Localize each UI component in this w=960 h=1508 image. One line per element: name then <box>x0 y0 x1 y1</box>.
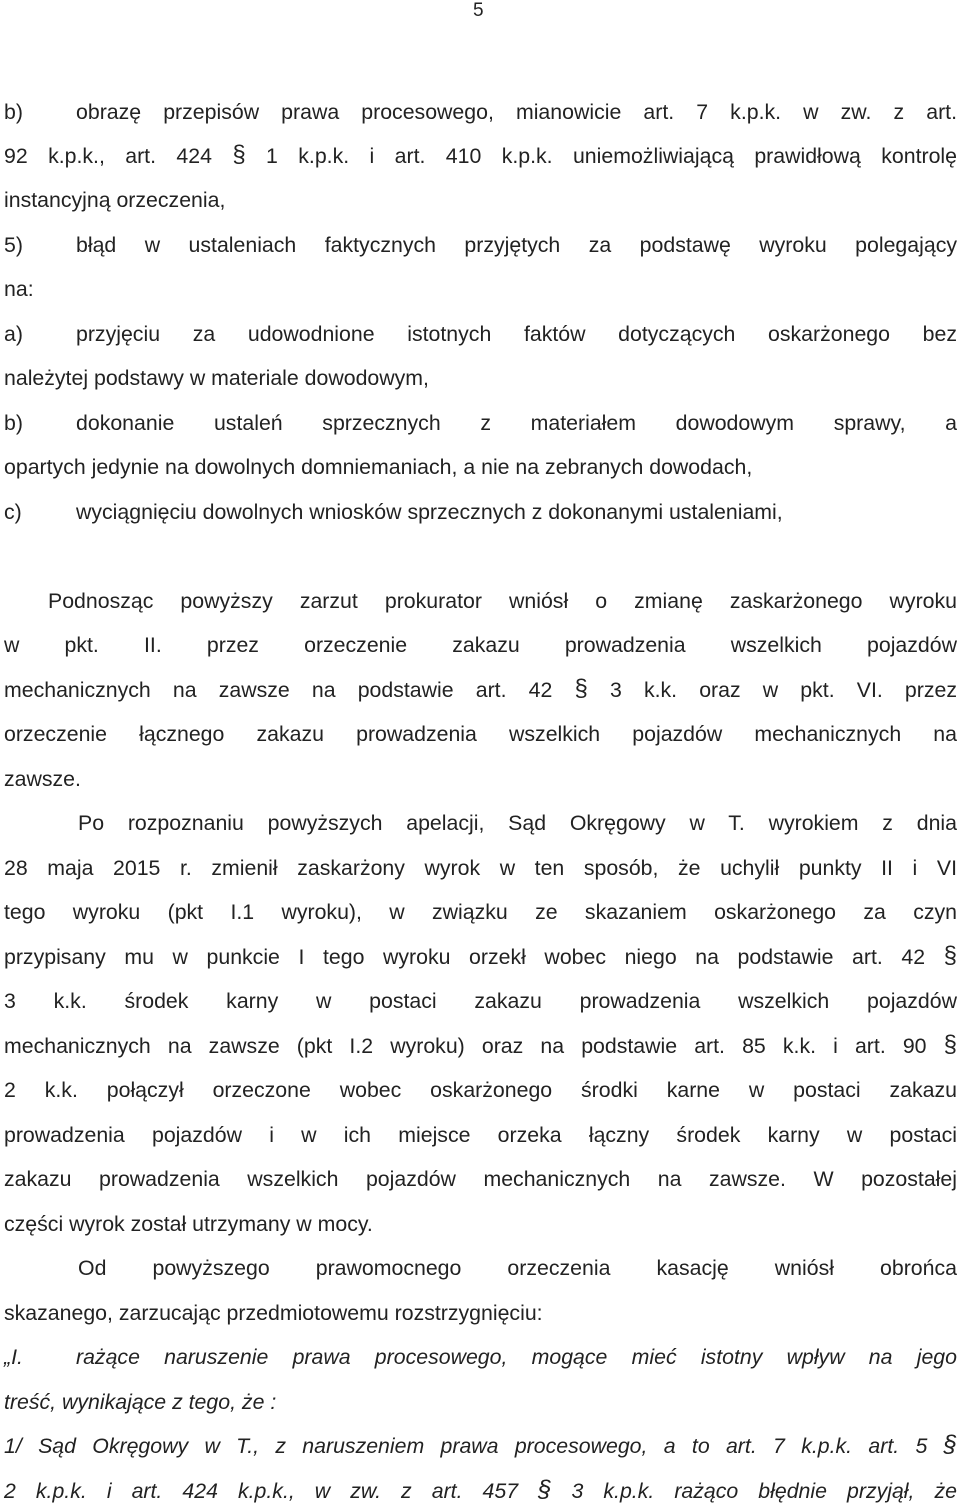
text-line: mechanicznych na zawsze (pkt I.2 wyroku) oraz na podstawie art. 85 k.k. i art. 90 § <box>4 1031 957 1058</box>
text-line: przypisany mu w punkcie I tego wyroku orzekł wobec niego na podstawie art. 42 § <box>4 942 957 969</box>
text-line: orzeczenie łącznego zakazu prowadzenia wszelkich pojazdów mechanicznych na <box>4 722 957 746</box>
text-line: Po rozpoznaniu powyższych apelacji, Sąd Okręgowy w T. wyrokiem z dnia <box>78 811 957 835</box>
text-line: 3 k.k. środek karny w postaci zakazu prowadzenia wszelkich pojazdów <box>4 989 957 1013</box>
text-line: Podnosząc powyższy zarzut prokurator wniósł o zmianę zaskarżonego wyroku <box>48 589 957 613</box>
text-line: b) dokonanie ustaleń sprzecznych z materiałem dowodowym sprawy, a <box>4 411 957 435</box>
text-line: skazanego, zarzucając przedmiotowemu rozstrzygnięciu: <box>4 1301 543 1325</box>
text-line: opartych jedynie na dowolnych domniemaniach, a nie na zebranych dowodach, <box>4 455 753 479</box>
section-sign: § <box>943 1031 957 1058</box>
section-sign: § <box>232 141 246 168</box>
text-line: 92 k.p.k., art. 424 § 1 k.p.k. i art. 410 k.p.k. uniemożliwiającą prawidłową kontrolę <box>4 141 957 168</box>
text-line: części wyrok został utrzymany w mocy. <box>4 1212 373 1236</box>
section-sign: § <box>574 675 588 702</box>
text-line: mechanicznych na zawsze na podstawie art. 42 § 3 k.k. oraz w pkt. VI. przez <box>4 675 957 702</box>
text-line: Od powyższego prawomocnego orzeczenia kasację wniósł obrońca <box>78 1256 957 1280</box>
text-line: tego wyroku (pkt I.1 wyroku), w związku ze skazaniem oskarżonego za czyn <box>4 900 957 924</box>
text-line: zakazu prowadzenia wszelkich pojazdów mechanicznych na zawsze. W pozostałej <box>4 1167 957 1191</box>
text-line: 28 maja 2015 r. zmienił zaskarżony wyrok w ten sposób, że uchylił punkty II i VI <box>4 856 957 880</box>
page-number: 5 <box>473 0 484 21</box>
text-line: na: <box>4 277 34 301</box>
text-line: b) obrazę przepisów prawa procesowego, mianowicie art. 7 k.p.k. w zw. z art. <box>4 100 957 124</box>
text-line: 2 k.p.k. i art. 424 k.p.k., w zw. z art. 457 § 3 k.p.k. rażąco błędnie przyjął, że <box>4 1476 957 1503</box>
text-line: „I. rażące naruszenie prawa procesowego, mogące mieć istotny wpływ na jego <box>4 1345 957 1369</box>
text-line: treść, wynikające z tego, że : <box>4 1390 277 1414</box>
text-line: 5) błąd w ustaleniach faktycznych przyjętych za podstawę wyroku polegający <box>4 233 957 257</box>
text-line: należytej podstawy w materiale dowodowym, <box>4 366 429 390</box>
text-line: 2 k.k. połączył orzeczone wobec oskarżonego środki karne w postaci zakazu <box>4 1078 957 1102</box>
text-line: zawsze. <box>4 767 81 791</box>
text-line: prowadzenia pojazdów i w ich miejsce orzeka łączny środek karny w postaci <box>4 1123 957 1147</box>
text-line: w pkt. II. przez orzeczenie zakazu prowadzenia wszelkich pojazdów <box>4 633 957 657</box>
text-line: c) wyciągnięciu dowolnych wniosków sprzecznych z dokonanymi ustaleniami, <box>4 500 783 524</box>
text-line: instancyjną orzeczenia, <box>4 188 226 212</box>
section-sign: § <box>538 1476 552 1503</box>
text-line: 1/ Sąd Okręgowy w T., z naruszeniem prawa procesowego, a to art. 7 k.p.k. art. 5 § <box>4 1431 957 1458</box>
section-sign: § <box>943 1431 957 1458</box>
section-sign: § <box>943 942 957 969</box>
text-line: a) przyjęciu za udowodnione istotnych faktów dotyczących oskarżonego bez <box>4 322 957 346</box>
